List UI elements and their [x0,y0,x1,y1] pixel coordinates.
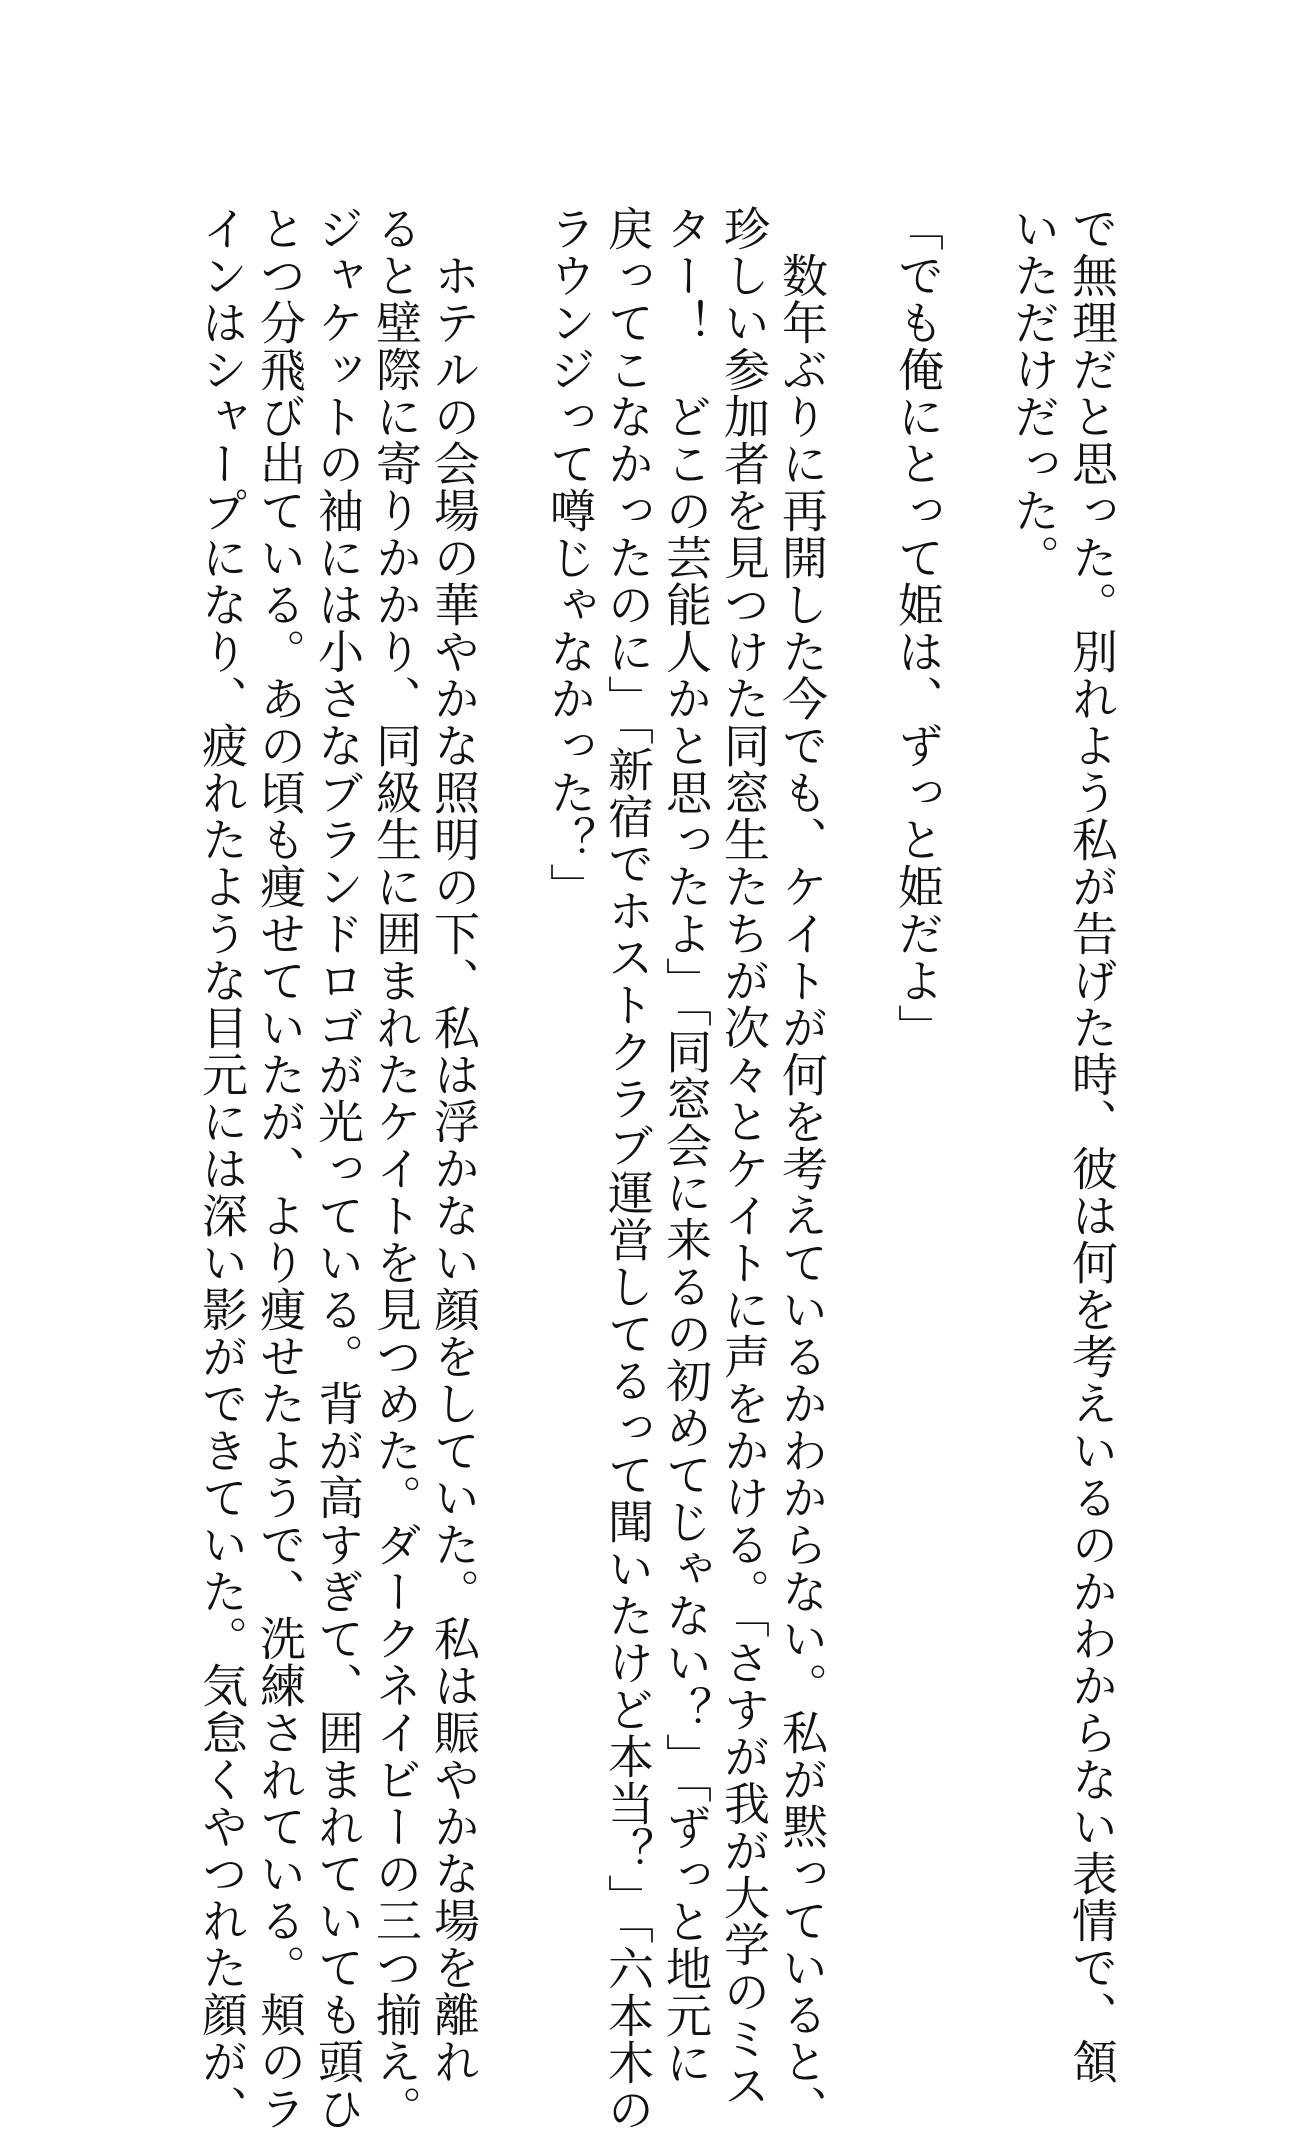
text-column-5: ター！ どこの芸能人かと思ったよ」「同窓会に来るの初めてじゃない？」「ずっと地元に [659,205,713,2086]
text-column-7: ラウンジって噂じゃなかった？」 [543,205,597,910]
text-column-8: ホテルの会場の華やかな照明の下、私は浮かない顔をしていた。私は賑やかな場を離れ [427,205,481,2085]
text-column-9: ると壁際に寄りかかり、同級生に囲まれたケイトを見つめた。ダークネイビーの三つ揃え。 [369,205,423,2132]
text-column-3: 数年ぶりに再開した今でも、ケイトが何を考えているかわからない。私が黙っていると、 [775,205,829,2132]
text-column-4: 珍しい参加者を見つけた同窓生たちが次々とケイトに声をかける。「さすが我が大学のミス [717,205,771,2109]
text-column-12: インはシャープになり、疲れたような目元には深い影ができていた。気怠くやつれた顔が、 [195,205,249,2132]
text-column-1: で無理だと思った。別れよう私が告げた時、彼は何を考えいるのかわからない表情で、頷 [1065,205,1119,2085]
blank-column [947,205,1005,1635]
blank-column [483,205,541,1635]
blank-column [831,205,889,1635]
vertical-text-body [121,205,1121,2133]
text-column-2: いただけだった。 [1007,205,1061,581]
text-column-dialogue: 「でも俺にとって姫は、ずっと姫だよ」 [891,205,945,1051]
text-column-10: ジャケットの袖には小さなブランドロゴが光っている。背が高すぎて、囲まれていても頭ひ [311,205,365,2132]
text-column-11: とつ分飛び出ている。あの頃も痩せていたが、より痩せたようで、洗練されている。頬のラ [253,205,307,2132]
text-column-6: 戻ってこなかったのに」「新宿でホストクラブ運営してるって聞いたけど本当？」「六本木の [601,205,655,2133]
